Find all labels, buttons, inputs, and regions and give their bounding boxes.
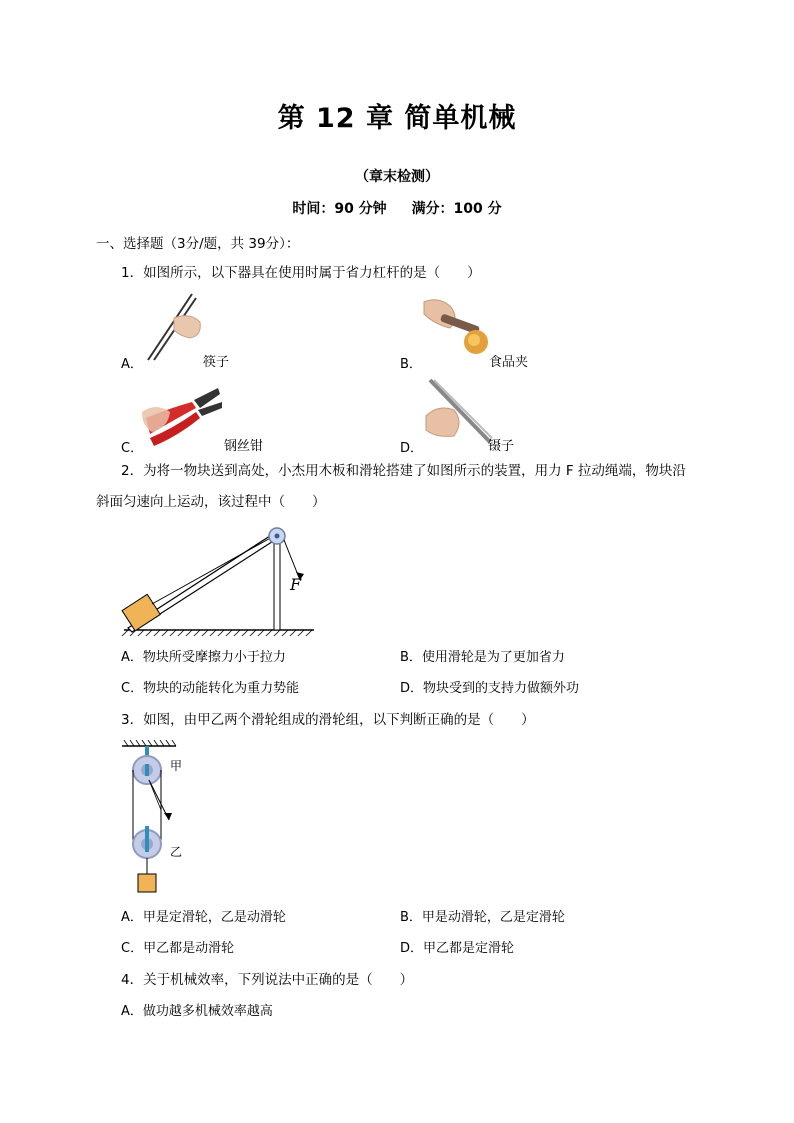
- question-2-stem-line2: 斜面匀速向上运动，该过程中（ ）: [96, 494, 326, 510]
- section-heading: 一、选择题（3分/题，共 39分）：: [96, 236, 300, 252]
- q4-option-a: A．做功越多机械效率越高: [121, 1004, 273, 1019]
- pulley-system-diagram: [118, 740, 198, 896]
- q2-option-b: B．使用滑轮是为了更加省力: [400, 650, 565, 665]
- tweezers-image: [420, 376, 496, 448]
- q3-option-a: A．甲是定滑轮，乙是动滑轮: [121, 910, 286, 925]
- q3-option-b: B．甲是动滑轮，乙是定滑轮: [400, 910, 565, 925]
- question-4-stem: 4．关于机械效率，下列说法中正确的是（ ）: [121, 972, 414, 988]
- time-limit: 时间：90 分钟: [292, 201, 387, 217]
- exam-info: [0, 198, 794, 218]
- q2-option-a: A．物块所受摩擦力小于拉力: [121, 650, 286, 665]
- q1-option-d-label: 镊子: [488, 439, 515, 454]
- force-label: F: [290, 575, 302, 594]
- q2-option-d: D．物块受到的支持力做额外功: [400, 681, 580, 696]
- question-1-stem: 1．如图所示，以下器具在使用时属于省力杠杆的是（ ）: [121, 265, 481, 281]
- pulley-yi-label: 乙: [170, 845, 183, 859]
- q1-option-b-letter: B．: [400, 357, 422, 372]
- page-subtitle: （章末检测）: [355, 169, 439, 185]
- pulley-jia-label: 甲: [170, 759, 183, 773]
- page-title: 第 12 章 简单机械: [277, 103, 517, 134]
- q1-option-a-letter: A．: [121, 357, 143, 372]
- q1-option-d-letter: D．: [400, 441, 424, 456]
- q2-option-c: C．物块的动能转化为重力势能: [121, 681, 300, 696]
- incline-pulley-diagram: [118, 520, 318, 638]
- q3-option-c: C．甲乙都是动滑轮: [121, 941, 235, 956]
- question-2-stem-line1: 2．为将一物块送到高处，小杰用木板和滑轮搭建了如图所示的装置，用力 F 拉动绳端，物块沿: [121, 463, 686, 479]
- q1-option-a-label: 筷子: [203, 355, 230, 370]
- q1-option-c-letter: C．: [121, 441, 144, 456]
- q1-option-c-label: 钢丝钳: [224, 439, 264, 454]
- q1-option-b-label: 食品夹: [489, 355, 529, 370]
- question-3-stem: 3．如图，由甲乙两个滑轮组成的滑轮组，以下判断正确的是（ ）: [121, 712, 535, 728]
- full-score: 满分：100 分: [411, 201, 502, 217]
- q3-option-d: D．甲乙都是定滑轮: [400, 941, 515, 956]
- chopsticks-image: [140, 290, 204, 362]
- food-tongs-image: [420, 294, 496, 360]
- wire-pliers-image: [140, 378, 224, 448]
